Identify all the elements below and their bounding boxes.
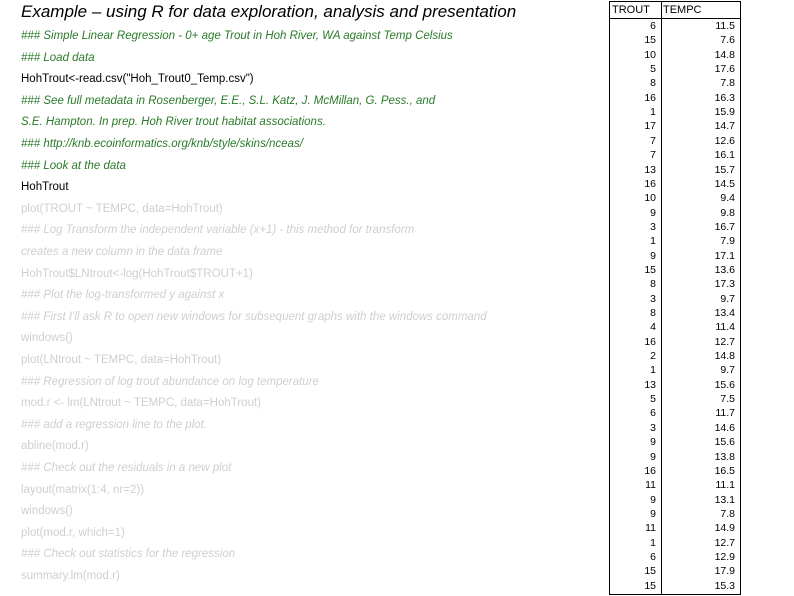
cell-tempc: 14.8 <box>714 48 735 61</box>
cell-tempc: 11.5 <box>715 20 735 32</box>
table-row <box>610 62 740 76</box>
cell-trout: 6 <box>650 20 656 32</box>
table-row <box>610 263 740 277</box>
table-row <box>610 392 740 406</box>
cell-trout: 3 <box>650 421 656 434</box>
table-row <box>610 564 740 578</box>
cell-trout: 3 <box>650 220 656 233</box>
cell-tempc: 11.1 <box>715 479 735 492</box>
table-row <box>610 421 740 435</box>
slide-title: Example – using R for data exploration, analysis and presentation <box>21 2 517 21</box>
cell-tempc: 12.7 <box>714 536 735 549</box>
cell-tempc: 14.8 <box>714 350 735 363</box>
cell-trout: 13 <box>644 163 656 176</box>
cell-tempc: 14.5 <box>714 177 735 190</box>
table-row <box>610 378 740 392</box>
cell-tempc: 17.3 <box>714 278 735 291</box>
table-row <box>610 76 740 90</box>
cell-tempc: 16.7 <box>714 220 735 233</box>
script-comment-line: ### Plot the log-transformed y against x <box>21 289 225 302</box>
cell-trout: 1 <box>650 364 656 377</box>
script-comment-line: S.E. Hampton. In prep. Hoh River trout habitat associations. <box>21 116 326 129</box>
table-row <box>610 406 740 420</box>
script-comment-line: ### http://knb.ecoinformatics.org/knb/style/skins/nceas/ <box>21 138 303 150</box>
table-row <box>610 579 740 593</box>
cell-trout: 2 <box>650 350 656 363</box>
table-row <box>610 277 740 291</box>
script-comment-line: ### Look at the data <box>21 159 126 172</box>
cell-tempc: 9.8 <box>720 206 735 219</box>
cell-tempc: 12.9 <box>714 550 735 563</box>
script-comment-line: ### Simple Linear Regression - 0+ age Trout in Hoh River, WA against Temp Celsius <box>21 30 453 42</box>
cell-trout: 17 <box>644 120 656 133</box>
script-comment-line: ### Log Transform the independent variable (x+1) - this method for transform <box>21 224 415 237</box>
cell-tempc: 15.6 <box>714 436 735 449</box>
table-row <box>610 119 740 133</box>
table-row <box>610 91 740 105</box>
table-row <box>610 249 740 263</box>
script-code-line: HohTrout <box>21 181 69 194</box>
cell-tempc: 7.9 <box>720 235 735 248</box>
table-row <box>610 493 740 507</box>
cell-tempc: 13.6 <box>714 263 735 276</box>
cell-tempc: 15.3 <box>714 579 735 592</box>
cell-trout: 15 <box>644 34 656 47</box>
table-row <box>610 134 740 148</box>
cell-trout: 15 <box>644 579 656 592</box>
cell-trout: 9 <box>650 249 656 262</box>
cell-tempc: 14.7 <box>714 120 735 133</box>
table-row <box>610 536 740 550</box>
table-row <box>610 19 740 33</box>
table-row <box>610 435 740 449</box>
cell-trout: 16 <box>644 464 656 477</box>
cell-trout: 1 <box>650 235 656 248</box>
cell-tempc: 17.6 <box>714 63 735 76</box>
cell-tempc: 17.1 <box>714 249 735 262</box>
cell-trout: 16 <box>644 177 656 190</box>
cell-trout: 7 <box>650 149 656 162</box>
cell-trout: 10 <box>644 192 656 205</box>
table-row <box>610 320 740 334</box>
cell-trout: 4 <box>650 321 656 334</box>
cell-trout: 8 <box>650 278 656 291</box>
script-code-line: abline(mod.r) <box>21 440 89 453</box>
table-row <box>610 191 740 205</box>
cell-tempc: 14.9 <box>714 522 735 535</box>
cell-tempc: 12.7 <box>714 335 735 348</box>
script-code-line: HohTrout<-read.csv("Hoh_Trout0_Temp.csv") <box>21 73 254 86</box>
script-comment-line: ### Load data <box>21 51 95 64</box>
script-code-line: HohTrout$LNtrout<-log(HohTrout$TROUT+1) <box>21 267 253 280</box>
table-row <box>610 335 740 349</box>
cell-trout: 5 <box>650 393 656 406</box>
table-row <box>610 306 740 320</box>
table-header <box>610 2 740 19</box>
cell-trout: 11 <box>645 522 656 535</box>
table-row <box>610 206 740 220</box>
cell-trout: 5 <box>650 63 656 76</box>
cell-tempc: 9.7 <box>720 364 735 377</box>
cell-tempc: 13.1 <box>714 493 735 506</box>
cell-trout: 9 <box>650 436 656 449</box>
cell-trout: 8 <box>650 77 656 90</box>
cell-tempc: 15.7 <box>714 163 735 176</box>
table-row <box>610 507 740 521</box>
cell-trout: 16 <box>644 335 656 348</box>
cell-tempc: 11.4 <box>715 321 735 334</box>
cell-trout: 6 <box>650 550 656 563</box>
cell-tempc: 16.5 <box>714 464 735 477</box>
script-comment-line: ### Regression of log trout abundance on log temperature <box>21 375 319 388</box>
cell-trout: 16 <box>644 91 656 104</box>
cell-tempc: 12.6 <box>714 134 735 147</box>
script-code-line: layout(matrix(1:4, nr=2)) <box>21 483 145 496</box>
table-row <box>610 234 740 248</box>
header-tempc: TEMPC <box>663 4 702 16</box>
cell-tempc: 13.4 <box>714 307 735 319</box>
cell-trout: 9 <box>650 450 656 463</box>
cell-tempc: 11.7 <box>715 407 735 420</box>
script-code-line: plot(mod.r, which=1) <box>21 526 125 539</box>
script-comment-line: creates a new column in the data frame <box>21 246 223 258</box>
cell-trout: 9 <box>650 493 656 506</box>
table-row <box>610 478 740 492</box>
cell-tempc: 9.4 <box>720 192 735 205</box>
script-code-line: summary.lm(mod.r) <box>21 570 120 582</box>
data-table <box>609 1 741 595</box>
cell-tempc: 15.6 <box>714 378 735 391</box>
script-code-line: plot(TROUT ~ TEMPC, data=HohTrout) <box>21 202 223 215</box>
cell-tempc: 7.5 <box>720 393 735 406</box>
cell-tempc: 7.8 <box>720 77 735 90</box>
cell-tempc: 14.6 <box>714 421 735 434</box>
table-row <box>610 450 740 464</box>
script-comment-line: ### First I'll ask R to open new windows for subsequent graphs with the windows command <box>21 310 487 323</box>
script-code-line: plot(LNtrout ~ TEMPC, data=HohTrout) <box>21 354 222 366</box>
script-code-line: windows() <box>21 505 73 518</box>
table-row <box>610 105 740 119</box>
cell-trout: 9 <box>650 206 656 219</box>
table-row <box>610 163 740 177</box>
table-row <box>610 464 740 478</box>
cell-tempc: 13.8 <box>714 450 735 463</box>
table-row <box>610 349 740 363</box>
header-trout: TROUT <box>612 4 650 16</box>
cell-trout: 15 <box>644 263 656 276</box>
table-row <box>610 363 740 377</box>
cell-trout: 8 <box>650 307 656 319</box>
table-row <box>610 148 740 162</box>
cell-tempc: 16.1 <box>714 149 735 162</box>
cell-trout: 1 <box>650 536 656 549</box>
table-row <box>610 292 740 306</box>
cell-trout: 3 <box>650 292 656 305</box>
cell-trout: 7 <box>650 134 656 147</box>
cell-trout: 6 <box>650 407 656 420</box>
cell-trout: 9 <box>650 507 656 520</box>
script-comment-line: ### add a regression line to the plot. <box>21 418 208 431</box>
cell-trout: 11 <box>645 479 656 492</box>
cell-tempc: 7.8 <box>720 507 735 520</box>
table-row <box>610 521 740 535</box>
cell-trout: 13 <box>644 378 656 391</box>
cell-tempc: 7.6 <box>720 34 735 47</box>
cell-tempc: 17.9 <box>714 565 735 578</box>
cell-trout: 15 <box>644 565 656 578</box>
script-comment-line: ### Check out the residuals in a new plot <box>21 462 232 474</box>
cell-trout: 10 <box>644 48 656 61</box>
cell-tempc: 15.9 <box>714 106 735 119</box>
script-comment-line: ### See full metadata in Rosenberger, E.E., S.L. Katz, J. McMillan, G. Pess., and <box>21 94 436 107</box>
script-code-line: windows() <box>21 332 73 345</box>
table-row <box>610 550 740 564</box>
table-row <box>610 177 740 191</box>
script-code-line: mod.r <- lm(LNtrout ~ TEMPC, data=HohTrout) <box>21 397 261 410</box>
table-row <box>610 33 740 47</box>
cell-tempc: 16.3 <box>714 91 735 104</box>
table-row <box>610 220 740 234</box>
script-comment-line: ### Check out statistics for the regression <box>21 548 236 561</box>
cell-trout: 1 <box>650 106 656 119</box>
table-row <box>610 48 740 62</box>
cell-tempc: 9.7 <box>720 292 735 305</box>
